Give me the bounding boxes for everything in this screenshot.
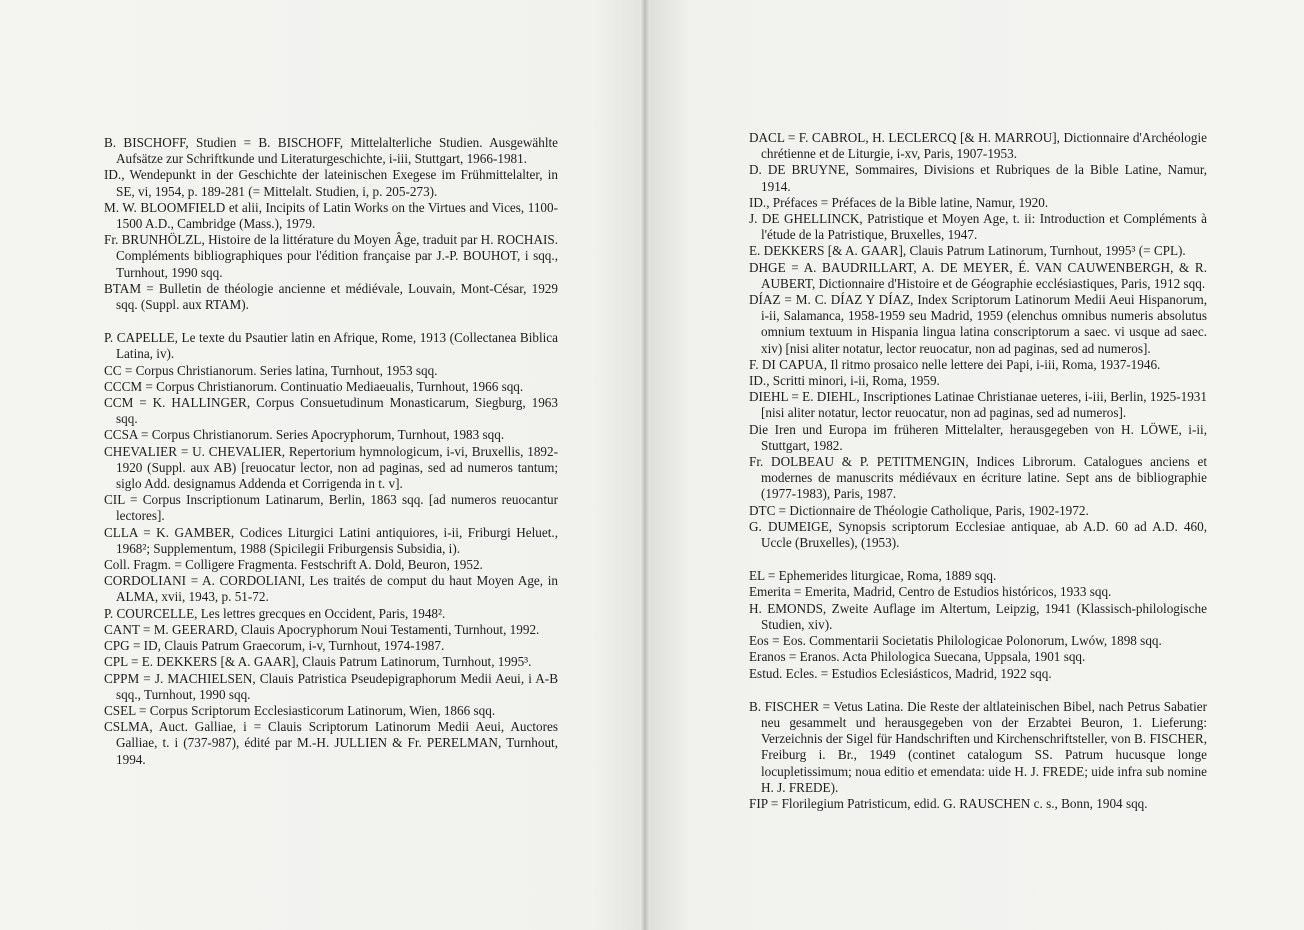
- bibliography-entry: G. DUMEIGE, Synopsis scriptorum Ecclesiae antiquae, ab A.D. 60 ad A.D. 460, Uccle (Bruxelles), (1953).: [749, 518, 1207, 551]
- bibliography-entry: F. DI CAPUA, Il ritmo prosaico nelle lettere dei Papi, i-iii, Roma, 1937-1946.: [749, 356, 1161, 372]
- bibliography-entry: CCCM = Corpus Christianorum. Continuatio Mediaeualis, Turnhout, 1966 sqq.: [104, 378, 524, 394]
- bibliography-entry: CCSA = Corpus Christianorum. Series Apocryphorum, Turnhout, 1983 sqq.: [104, 427, 505, 443]
- bibliography-entry: DÍAZ = M. C. DÍAZ Y DÍAZ, Index Scriptorum Latinorum Medii Aeui Hispanorum, i-ii, Salamanca, 1958-1959 seu Madrid, 1959 (elenchus omnibus numeris absolutus omnium textuum in Hispania lingua latina conscriptorum a saec. vi usque ad saec. xiv) [nisi aliter notatur, lector reuocatur, non ad paginas, sed ad numeros].: [749, 292, 1207, 356]
- bibliography-entry: P. CAPELLE, Le texte du Psautier latin en Afrique, Rome, 1913 (Collectanea Biblica Latina, iv).: [104, 330, 558, 362]
- bibliography-entry: DHGE = A. BAUDRILLART, A. DE MEYER, É. VAN CAUWENBERGH, & R. AUBERT, Dictionnaire d'Histoire et de Géographie ecclésiastiques, Paris, 1912 sqq.: [749, 259, 1207, 291]
- bibliography-entry: EL = Ephemerides liturgicae, Roma, 1889 sqq.: [749, 568, 997, 584]
- left-bibliography-column: [104, 135, 558, 768]
- right-bibliography-column: [749, 130, 1207, 812]
- bibliography-entry: D. DE BRUYNE, Sommaires, Divisions et Rubriques de la Bible Latine, Namur, 1914.: [749, 162, 1207, 194]
- bibliography-entry: CLLA = K. GAMBER, Codices Liturgici Latini antiquiores, i-ii, Friburgi Heluet., 1968²; Supplementum, 1988 (Spicilegii Friburgensis Subsidia, i).: [104, 524, 558, 556]
- bibliography-entry: Fr. DOLBEAU & P. PETITMENGIN, Indices Librorum. Catalogues anciens et modernes de manuscrits médiévaux en écriture latine. Sept ans de bibliographie (1977-1983), Paris, 1987.: [749, 454, 1207, 502]
- section-gap: [749, 682, 1207, 699]
- bibliography-entry: B. BISCHOFF, Studien = B. BISCHOFF, Mittelalterliche Studien. Ausgewählte Aufsätze zur Schriftkunde und Literaturgeschichte, i-iii, Stuttgart, 1966-1981.: [104, 135, 558, 167]
- bibliography-entry: CSLMA, Auct. Galliae, i = Clauis Scriptorum Latinorum Medii Aeui, Auctores Galliae, t. i (737-987), édité par M.-H. JULLIEN & Fr. PERELMAN, Turnhout, 1994.: [104, 719, 558, 767]
- bibliography-entry: CSEL = Corpus Scriptorum Ecclesiasticorum Latinorum, Wien, 1866 sqq.: [104, 702, 496, 718]
- bibliography-entry: CPPM = J. MACHIELSEN, Clauis Patristica Pseudepigraphorum Medii Aeui, i A-B sqq., Turnhout, 1990 sqq.: [104, 670, 558, 702]
- bibliography-entry: J. DE GHELLINCK, Patristique et Moyen Age, t. ii: Introduction et Compléments à l'étude de la Patristique, Bruxelles, 1947.: [749, 211, 1207, 243]
- bibliography-entry: BTAM = Bulletin de théologie ancienne et médiévale, Louvain, Mont-César, 1929 sqq. (Suppl. aux RTAM).: [104, 280, 558, 313]
- section-gap: [749, 551, 1207, 568]
- bibliography-entry: E. DEKKERS [& A. GAAR], Clauis Patrum Latinorum, Turnhout, 1995³ (= CPL).: [749, 243, 1186, 259]
- bibliography-entry: Eos = Eos. Commentarii Societatis Philologicae Polonorum, Lwów, 1898 sqq.: [749, 633, 1162, 649]
- bibliography-entry: ID., Scritti minori, i-ii, Roma, 1959.: [749, 373, 940, 389]
- left-page: [0, 0, 645, 930]
- bibliography-entry: DACL = F. CABROL, H. LECLERCQ [& H. MARROU], Dictionnaire d'Archéologie chrétienne et de Liturgie, i-xv, Paris, 1907-1953.: [749, 130, 1207, 162]
- bibliography-entry: DIEHL = E. DIEHL, Inscriptiones Latinae Christianae ueteres, i-iii, Berlin, 1925-1931 [nisi aliter notatur, lector reuocatur, non ad paginas, sed ad numeros].: [749, 389, 1207, 421]
- bibliography-entry: Die Iren und Europa im früheren Mittelalter, herausgegeben von H. LÖWE, i-ii, Stuttgart, 1982.: [749, 421, 1207, 453]
- bibliography-entry: CCM = K. HALLINGER, Corpus Consuetudinum Monasticarum, Siegburg, 1963 sqq.: [104, 395, 558, 427]
- bibliography-entry: ID., Wendepunkt in der Geschichte der lateinischen Exegese im Frühmittelalter, in SE, vi, 1954, p. 189-281 (= Mittelalt. Studien, i, p. 205-273).: [104, 167, 558, 199]
- right-page: [645, 0, 1304, 930]
- bibliography-entry: P. COURCELLE, Les lettres grecques en Occident, Paris, 1948².: [104, 605, 446, 621]
- bibliography-entry: Coll. Fragm. = Colligere Fragmenta. Festschrift A. Dold, Beuron, 1952.: [104, 557, 483, 573]
- bibliography-entry: ID., Préfaces = Préfaces de la Bible latine, Namur, 1920.: [749, 194, 1049, 210]
- bibliography-entry: CANT = M. GEERARD, Clauis Apocryphorum Noui Testamenti, Turnhout, 1992.: [104, 621, 540, 637]
- bibliography-entry: Eranos = Eranos. Acta Philologica Suecana, Uppsala, 1901 sqq.: [749, 649, 1086, 665]
- bibliography-entry: B. FISCHER = Vetus Latina. Die Reste der altlateinischen Bibel, nach Petrus Sabatier neu gesammelt und herausgegeben von der Erzabtei Beuron, 1. Lieferung: Verzeichnis der Sigel für Handschriften und Kirchenschriftsteller, von B. FISCHER, Freiburg i. Br., 1949 (continet catalogum SS. Patrum hucusque longe locupletissimum; noua editio et emendata: uide H. J. FREDE; uide infra sub nomine H. J. FREDE).: [749, 698, 1207, 795]
- bibliography-entry: FIP = Florilegium Patristicum, edid. G. RAUSCHEN c. s., Bonn, 1904 sqq.: [749, 795, 1148, 811]
- bibliography-entry: H. EMONDS, Zweite Auflage im Altertum, Leipzig, 1941 (Klassisch-philologische Studien, xiv).: [749, 600, 1207, 632]
- bibliography-entry: CIL = Corpus Inscriptionum Latinarum, Berlin, 1863 sqq. [ad numeros reuocantur lectores].: [104, 492, 558, 524]
- book-gutter: [640, 0, 650, 930]
- bibliography-entry: CPL = E. DEKKERS [& A. GAAR], Clauis Patrum Latinorum, Turnhout, 1995³.: [104, 654, 532, 670]
- bibliography-entry: Fr. BRUNHÖLZL, Histoire de la littérature du Moyen Âge, traduit par H. ROCHAIS. Compléments bibliographiques pour l'édition française par J.-P. BOUHOT, i sqq., Turnhout, 1990 sqq.: [104, 232, 558, 280]
- bibliography-entry: CPG = ID, Clauis Patrum Graecorum, i-v, Turnhout, 1974-1987.: [104, 638, 445, 654]
- bibliography-entry: DTC = Dictionnaire de Théologie Catholique, Paris, 1902-1972.: [749, 502, 1089, 518]
- section-gap: [104, 313, 558, 330]
- bibliography-entry: CC = Corpus Christianorum. Series latina, Turnhout, 1953 sqq.: [104, 362, 438, 378]
- bibliography-entry: M. W. BLOOMFIELD et alii, Incipits of Latin Works on the Virtues and Vices, 1100-1500 A.D., Cambridge (Mass.), 1979.: [104, 199, 558, 232]
- bibliography-entry: Estud. Ecles. = Estudios Eclesiásticos, Madrid, 1922 sqq.: [749, 665, 1052, 681]
- bibliography-entry: CHEVALIER = U. CHEVALIER, Repertorium hymnologicum, i-vi, Bruxellis, 1892-1920 (Suppl. aux AB) [reuocatur lector, non ad paginas, sed ad numeros tantum; siglo Add. designamus Addenda et Corrigenda in t. v].: [104, 443, 558, 492]
- bibliography-entry: Emerita = Emerita, Madrid, Centro de Estudios históricos, 1933 sqq.: [749, 584, 1112, 600]
- bibliography-entry: CORDOLIANI = A. CORDOLIANI, Les traités de comput du haut Moyen Age, in ALMA, xvii, 1943, p. 51-72.: [104, 573, 558, 605]
